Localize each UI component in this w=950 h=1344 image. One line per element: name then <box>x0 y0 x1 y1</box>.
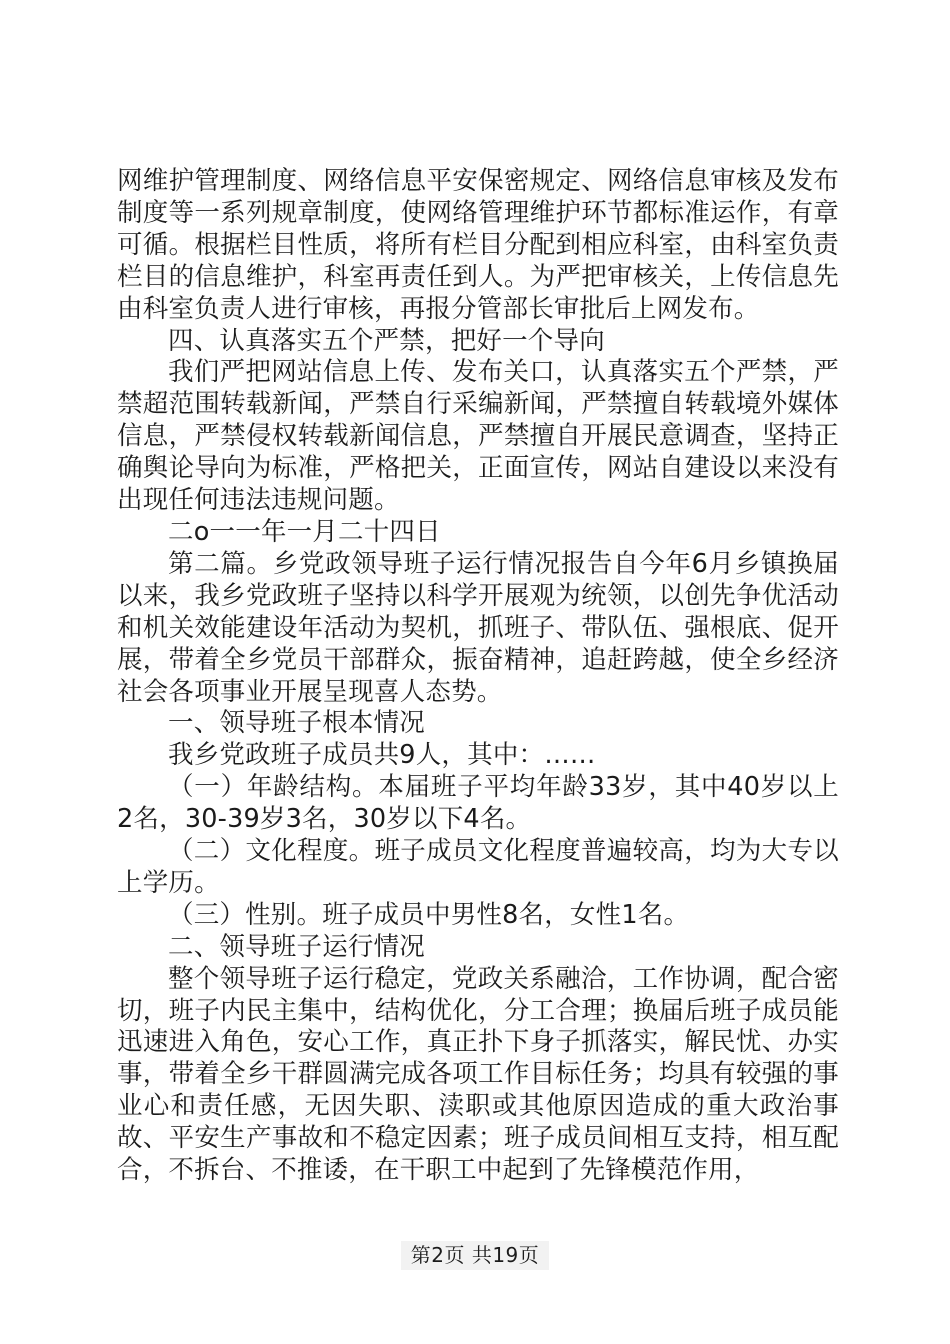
section-heading-four: 四、认真落实五个严禁，把好一个导向 <box>168 325 605 356</box>
paragraph-members-count: 我乡党政班子成员共9人，其中：…… <box>168 740 596 771</box>
section-heading-one: 一、领导班子根本情况 <box>168 708 426 739</box>
paragraph-five-prohibitions: 我们严把网站信息上传、发布关口，认真落实五个严禁，严禁超范围转载新闻，严禁自行采编新闻，严禁擅自转载境外媒体信息，严禁侵权转载新闻信息，严禁擅自开展民意调查，坚持正确舆论导向为标准，严格把关，正面宣传，网站自建设以来没有出现任何违法违规问题。 <box>117 357 839 516</box>
dateline: 二o一一年一月二十四日 <box>168 516 441 547</box>
document-text-body <box>117 166 839 1187</box>
paragraph-network-maintenance-system: 网维护管理制度、网络信息平安保密规定、网络信息审核及发布制度等一系列规章制度，使网络管理维护环节都标准运作，有章可循。根据栏目性质，将所有栏目分配到相应科室，由科室负责栏目的信息维护，科室再责任到人。为严把审核关，上传信息先由科室负责人进行审核，再报分管部长审批后上网发布。 <box>117 166 839 324</box>
paragraph-age-structure: （一）年龄结构。本届班子平均年龄33岁，其中40岁以上2名，30-39岁3名，30岁以下4名。 <box>117 772 839 835</box>
paragraph-gender: （三）性别。班子成员中男性8名，女性1名。 <box>168 899 690 930</box>
page-number-indicator: 第2页 共19页 <box>410 1242 540 1267</box>
page-footer <box>0 1240 950 1270</box>
section-heading-two: 二、领导班子运行情况 <box>168 931 426 962</box>
footer-highlight-band <box>401 1241 550 1270</box>
paragraph-section-two-intro: 第二篇。乡党政领导班子运行情况报告自今年6月乡镇换届以来，我乡党政班子坚持以科学开展观为统领，以创先争优活动和机关效能建设年活动为契机，抓班子、带队伍、强根底、促开展，带着全乡党员干部群众，振奋精神，追赶跨越，使全乡经济社会各项事业开展呈现喜人态势。 <box>117 548 839 707</box>
paragraph-operation-status: 整个领导班子运行稳定，党政关系融洽，工作协调，配合密切，班子内民主集中，结构优化，分工合理；换届后班子成员能迅速进入角色，安心工作，真正扑下身子抓落实，解民忧、办实事，带着全乡干群圆满完成各项工作目标任务；均具有较强的事业心和责任感，无因失职、渎职或其他原因造成的重大政治事故、平安生产事故和不稳定因素；班子成员间相互支持，相互配合，不拆台、不推诿，在干职工中起到了先锋模范作用， <box>117 963 839 1186</box>
paragraph-education-level: （二）文化程度。班子成员文化程度普遍较高，均为大专以上学历。 <box>117 836 839 898</box>
